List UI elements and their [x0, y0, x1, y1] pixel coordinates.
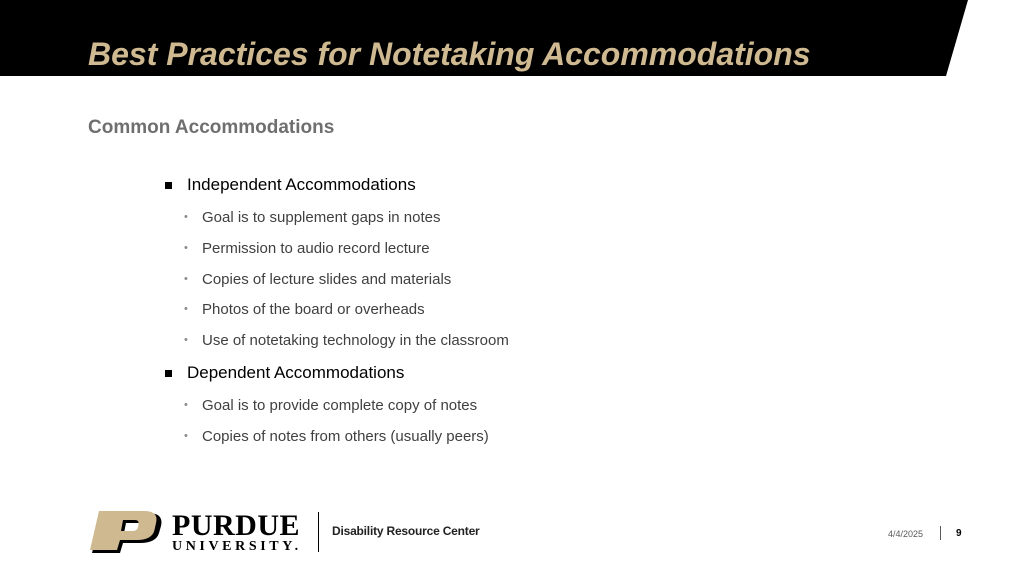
bullet-text: Goal is to provide complete copy of notes [202, 396, 478, 414]
bullet-label: Dependent Accommodations [187, 363, 405, 382]
dot-bullet-icon: • [184, 273, 188, 285]
dot-bullet-icon: • [184, 303, 188, 315]
dot-bullet-icon: • [184, 334, 188, 346]
list-item [184, 269, 451, 289]
bullet-text: Copies of lecture slides and materials [202, 270, 452, 288]
bullet-text: Copies of notes from others (usually peers) [202, 427, 489, 445]
department-name: Disability Resource Center [332, 524, 480, 538]
list-item [184, 426, 489, 446]
list-item [184, 207, 440, 227]
dot-bullet-icon: • [184, 242, 188, 254]
page-number: 9 [956, 528, 962, 539]
section-subtitle: Common Accommodations [88, 117, 335, 138]
purdue-logo [88, 510, 302, 556]
logo-primary-text: PURDUE [172, 509, 300, 542]
bullet-text: Permission to audio record lecture [202, 239, 430, 257]
bullet-text: Goal is to supplement gaps in notes [202, 208, 441, 226]
list-item [184, 330, 509, 350]
dot-bullet-icon: • [184, 399, 188, 411]
list-item [184, 395, 477, 415]
slide-date: 4/4/2025 [888, 529, 924, 539]
list-item [184, 299, 425, 319]
bullet-text: Use of notetaking technology in the classroom [202, 331, 509, 349]
list-item [165, 362, 404, 384]
bullet-text: Photos of the board or overheads [202, 300, 425, 318]
slide-title: Best Practices for Notetaking Accommodations [88, 36, 811, 72]
dot-bullet-icon: • [184, 430, 188, 442]
logo-divider [318, 512, 319, 552]
purdue-p-icon [88, 511, 164, 555]
dot-bullet-icon: • [184, 211, 188, 223]
logo-secondary-text: UNIVERSITY. [172, 539, 302, 554]
footer-divider [940, 526, 941, 540]
purdue-wordmark [172, 509, 302, 554]
square-bullet-icon [165, 370, 172, 377]
purdue-p-motion-icon [88, 511, 164, 555]
square-bullet-icon [165, 182, 172, 189]
list-item [184, 238, 430, 258]
list-item [165, 174, 416, 196]
bullet-label: Independent Accommodations [187, 175, 416, 194]
